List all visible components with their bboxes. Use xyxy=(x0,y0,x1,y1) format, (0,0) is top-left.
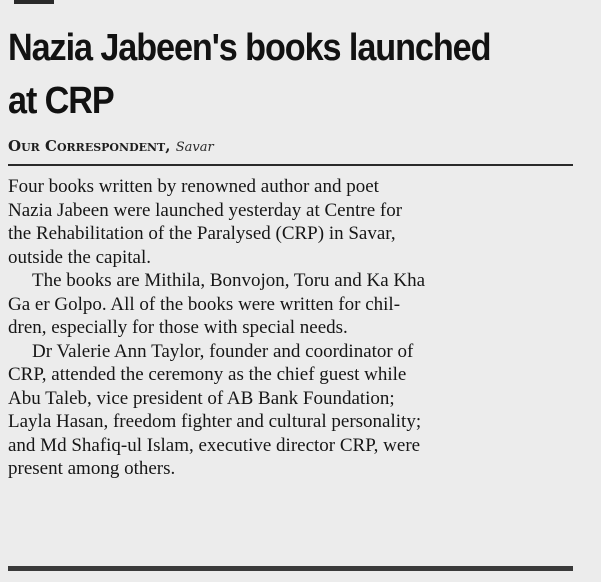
byline-divider xyxy=(8,164,573,166)
headline-line-2: at CRP xyxy=(8,80,114,122)
byline xyxy=(8,136,588,158)
article-body xyxy=(8,175,598,481)
body-line: outside the capital. xyxy=(8,246,151,268)
body-line: CRP, attended the ceremony as the chief guest while xyxy=(8,364,407,385)
body-line: Four books written by renowned author and poet xyxy=(8,176,379,197)
article-end-divider xyxy=(8,566,573,571)
body-line: the Rehabilitation of the Paralysed (CRP) in Savar, xyxy=(8,223,396,244)
body-line: Layla Hasan, freedom fighter and cultural personality; xyxy=(8,411,422,432)
body-line: The books are Mithila, Bonvojon, Toru and Ka Kha xyxy=(32,270,426,291)
body-line: and Md Shafiq-ul Islam, executive director CRP, were xyxy=(8,434,421,456)
body-line: Nazia Jabeen were launched yesterday at Centre for xyxy=(8,199,403,221)
body-line: present among others. xyxy=(8,458,176,479)
news-article xyxy=(8,22,588,481)
body-line: Abu Taleb, vice president of AB Bank Foundation; xyxy=(8,387,395,409)
body-line: Dr Valerie Ann Taylor, founder and coordinator of xyxy=(32,340,414,362)
top-edge-mark xyxy=(14,0,54,4)
headline-line-1: Nazia Jabeen's books launched xyxy=(8,27,491,69)
body-line: dren, especially for those with special needs. xyxy=(8,317,348,338)
byline-author: Our Correspondent, xyxy=(8,137,171,155)
body-line: Ga er Golpo. All of the books were written for chil- xyxy=(8,293,401,315)
headline xyxy=(8,22,584,128)
byline-place: Savar xyxy=(175,140,214,155)
